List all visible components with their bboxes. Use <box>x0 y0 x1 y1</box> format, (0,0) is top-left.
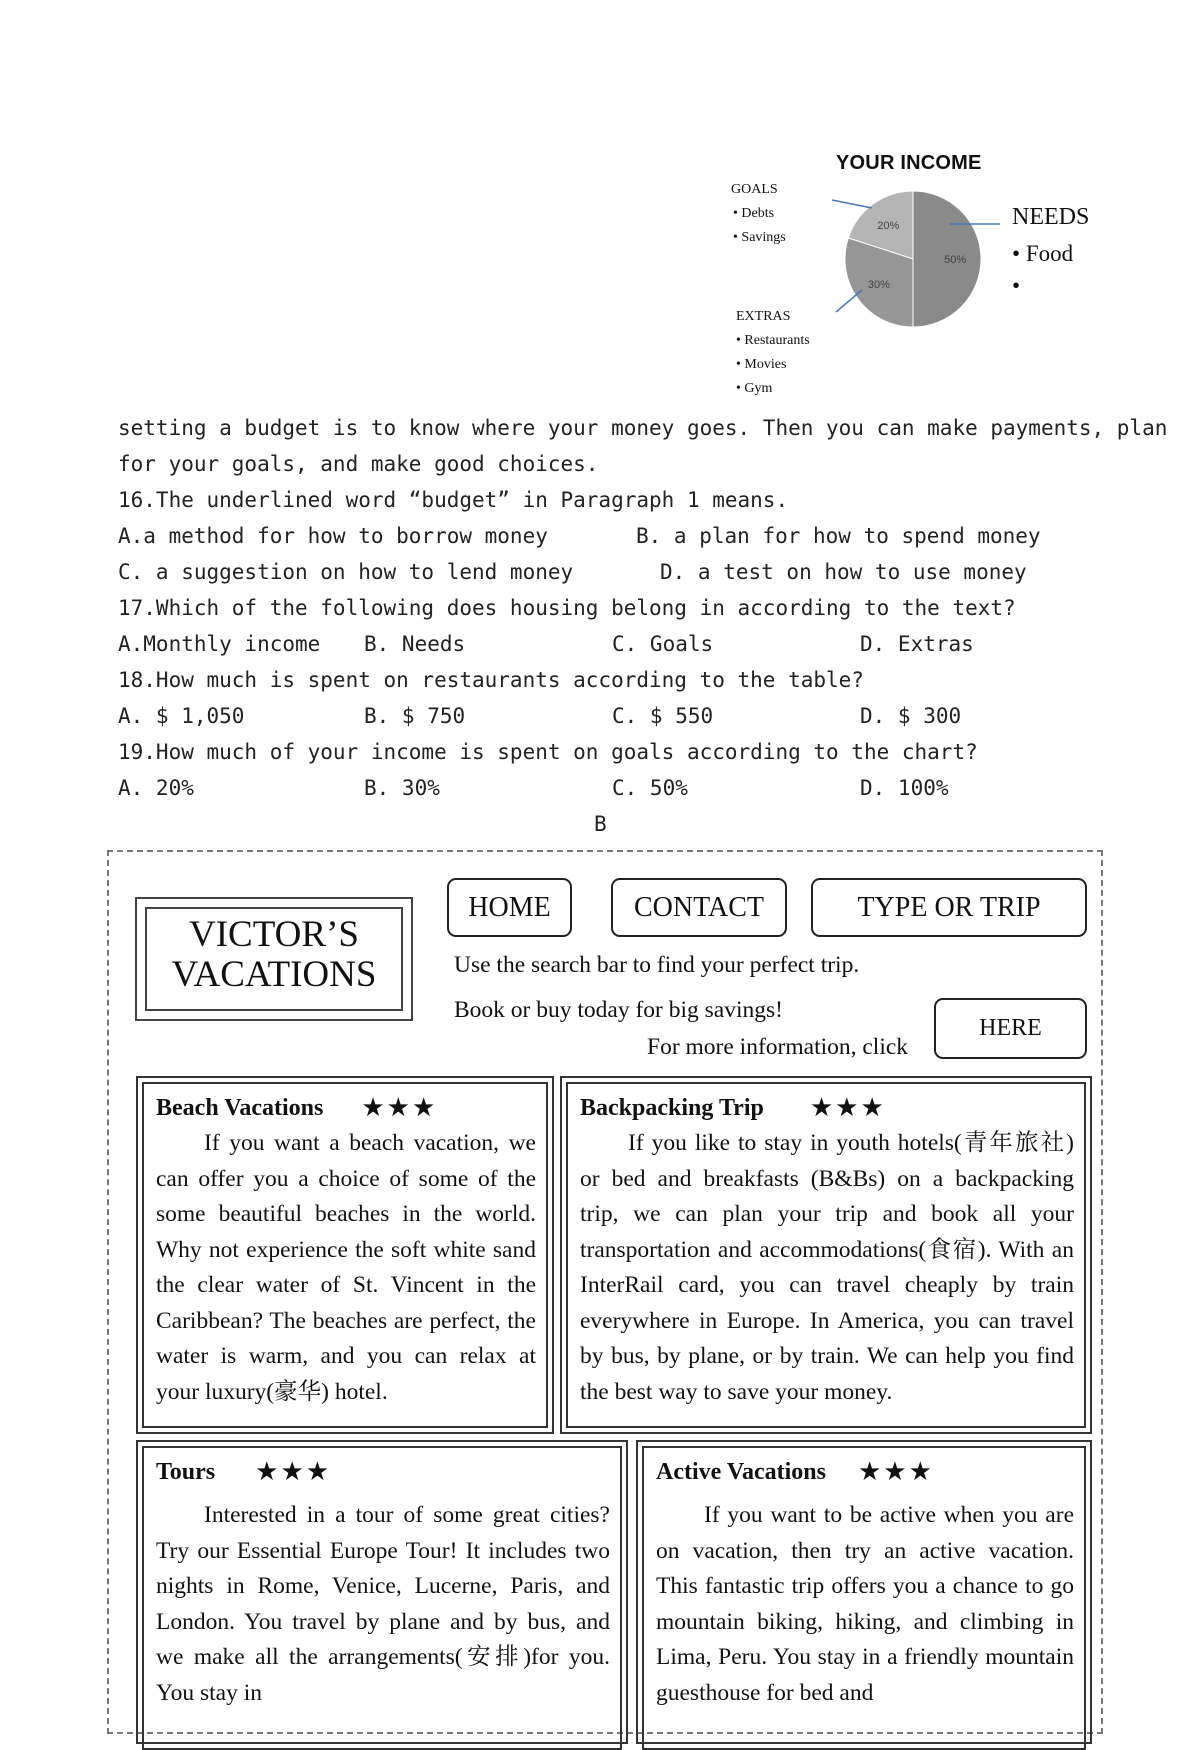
needs-heading: NEEDS <box>1012 204 1090 230</box>
question-19-option-d: D. 100% <box>860 776 949 800</box>
logo-box <box>135 897 413 1021</box>
question-19-option-c: C. 50% <box>612 776 688 800</box>
question-19-option-a: A. 20% <box>118 776 194 800</box>
chart-title: YOUR INCOME <box>836 152 982 174</box>
star-rating-icon: ★★★ <box>361 1093 438 1122</box>
question-17-option-d: D. Extras <box>860 632 974 656</box>
star-rating-icon: ★★★ <box>858 1457 934 1486</box>
beach-vacations-header <box>156 1092 536 1124</box>
active-vacations-box <box>636 1440 1092 1744</box>
backpacking-trip-box <box>560 1076 1092 1434</box>
active-vacations-text: If you want to be active when you are on vacation, then try an active vacation. This fantastic trip offers you a chance to go mountain biking, hiking, and climbing in Lima, Peru. You stay in a friendly mountain guesthouse for bed and <box>656 1502 1074 1706</box>
question-18-option-b: B. $ 750 <box>364 704 466 728</box>
extras-item-movies: • Movies <box>736 357 787 372</box>
extras-legend <box>736 309 810 397</box>
tagline-savings: Book or buy today for big savings! <box>454 997 783 1023</box>
home-button[interactable]: HOME <box>447 878 572 937</box>
beach-vacations-text: If you want a beach vacation, we can offer you a choice of some of the some beautiful beaches in the world. Why not experience the soft white sand the clear water of St. Vincent in the Caribbean? The beaches are perfect, the water is warm, and you can relax at your luxury(豪华) hotel. <box>156 1130 536 1405</box>
section-label: B <box>594 812 607 836</box>
active-vacations-title: Active Vacations <box>656 1458 826 1485</box>
question-18-option-d: D. $ 300 <box>860 704 962 728</box>
question-17-option-a: A.Monthly income <box>118 632 321 656</box>
beach-vacations-box <box>136 1076 554 1434</box>
star-rating-icon: ★★★ <box>809 1093 886 1122</box>
pie-label-extras: 30% <box>867 278 890 291</box>
tagline-search: Use the search bar to find your perfect trip. <box>454 952 860 978</box>
question-17-option-b: B. Needs <box>364 632 466 656</box>
star-rating-icon: ★★★ <box>255 1457 332 1486</box>
extras-heading: EXTRAS <box>736 309 791 324</box>
beach-vacations-title: Beach Vacations <box>156 1094 324 1121</box>
question-16-option-b: B. a plan for how to spend money <box>636 524 1041 548</box>
question-16-stem: 16.The underlined word “budget” in Paragraph 1 means. <box>118 488 789 512</box>
goals-item-savings: • Savings <box>733 230 786 245</box>
logo-text <box>137 915 411 995</box>
question-18-stem: 18.How much is spent on restaurants according to the table? <box>118 668 864 692</box>
goals-legend <box>731 182 786 246</box>
question-17-option-c: C. Goals <box>612 632 714 656</box>
backpacking-trip-title: Backpacking Trip <box>580 1094 764 1121</box>
question-19-stem: 19.How much of your income is spent on goals according to the chart? <box>118 740 978 764</box>
passage-line-2: for your goals, and make good choices. <box>118 452 599 476</box>
logo-line-2: VACATIONS <box>171 954 377 995</box>
goals-heading: GOALS <box>731 182 778 197</box>
passage-line-1: setting a budget is to know where your money goes. Then you can make payments, plan <box>118 416 1168 440</box>
extras-item-gym: • Gym <box>736 381 773 396</box>
needs-item-cropped: • <box>1012 273 1021 298</box>
goals-item-debts: • Debts <box>733 206 775 221</box>
needs-legend <box>1012 204 1096 298</box>
extras-item-restaurants: • Restaurants <box>736 333 810 348</box>
question-16-option-a: A.a method for how to borrow money <box>118 524 548 548</box>
backpacking-trip-text: If you like to stay in youth hotels(青年旅社) or bed and breakfasts (B&Bs) on a backpacking trip, we can plan your trip and book all your transportation and accommodations(食宿). With an InterRail card, you can travel cheaply by train everywhere in Europe. In America, you can travel by bus, by plane, or by train. We can help you find the best way to save your money. <box>580 1130 1074 1405</box>
tours-title: Tours <box>156 1458 216 1485</box>
more-info-text: For more information, click <box>647 1034 909 1060</box>
question-16-option-d: D. a test on how to use money <box>660 560 1027 584</box>
tours-text: Interested in a tour of some great cities? Try our Essential Europe Tour! It includes two nights in Rome, Venice, Lucerne, Paris, and London. You travel by plane and by bus, and we make all the arrangements(安排)for you. You stay in <box>156 1502 610 1706</box>
contact-button[interactable]: CONTACT <box>611 878 787 937</box>
tours-header <box>156 1456 610 1488</box>
question-18-option-a: A. $ 1,050 <box>118 704 245 728</box>
question-16-option-c: C. a suggestion on how to lend money <box>118 560 574 584</box>
logo-line-1: VICTOR’S <box>189 914 359 955</box>
goals-leader-line <box>832 200 872 208</box>
question-17-stem: 17.Which of the following does housing belong in according to the text? <box>118 596 1016 620</box>
needs-item-food: • Food <box>1012 241 1074 266</box>
question-18-option-c: C. $ 550 <box>612 704 714 728</box>
pie-label-goals: 20% <box>877 219 900 232</box>
pie-label-needs: 50% <box>944 254 967 266</box>
active-vacations-header <box>656 1456 1074 1488</box>
type-or-trip-button[interactable]: TYPE OR TRIP <box>811 878 1087 937</box>
extras-leader-line <box>836 290 862 312</box>
here-button[interactable]: HERE <box>934 998 1087 1059</box>
question-19-option-b: B. 30% <box>364 776 440 800</box>
tours-box <box>136 1440 628 1744</box>
backpacking-trip-header <box>580 1092 1074 1124</box>
